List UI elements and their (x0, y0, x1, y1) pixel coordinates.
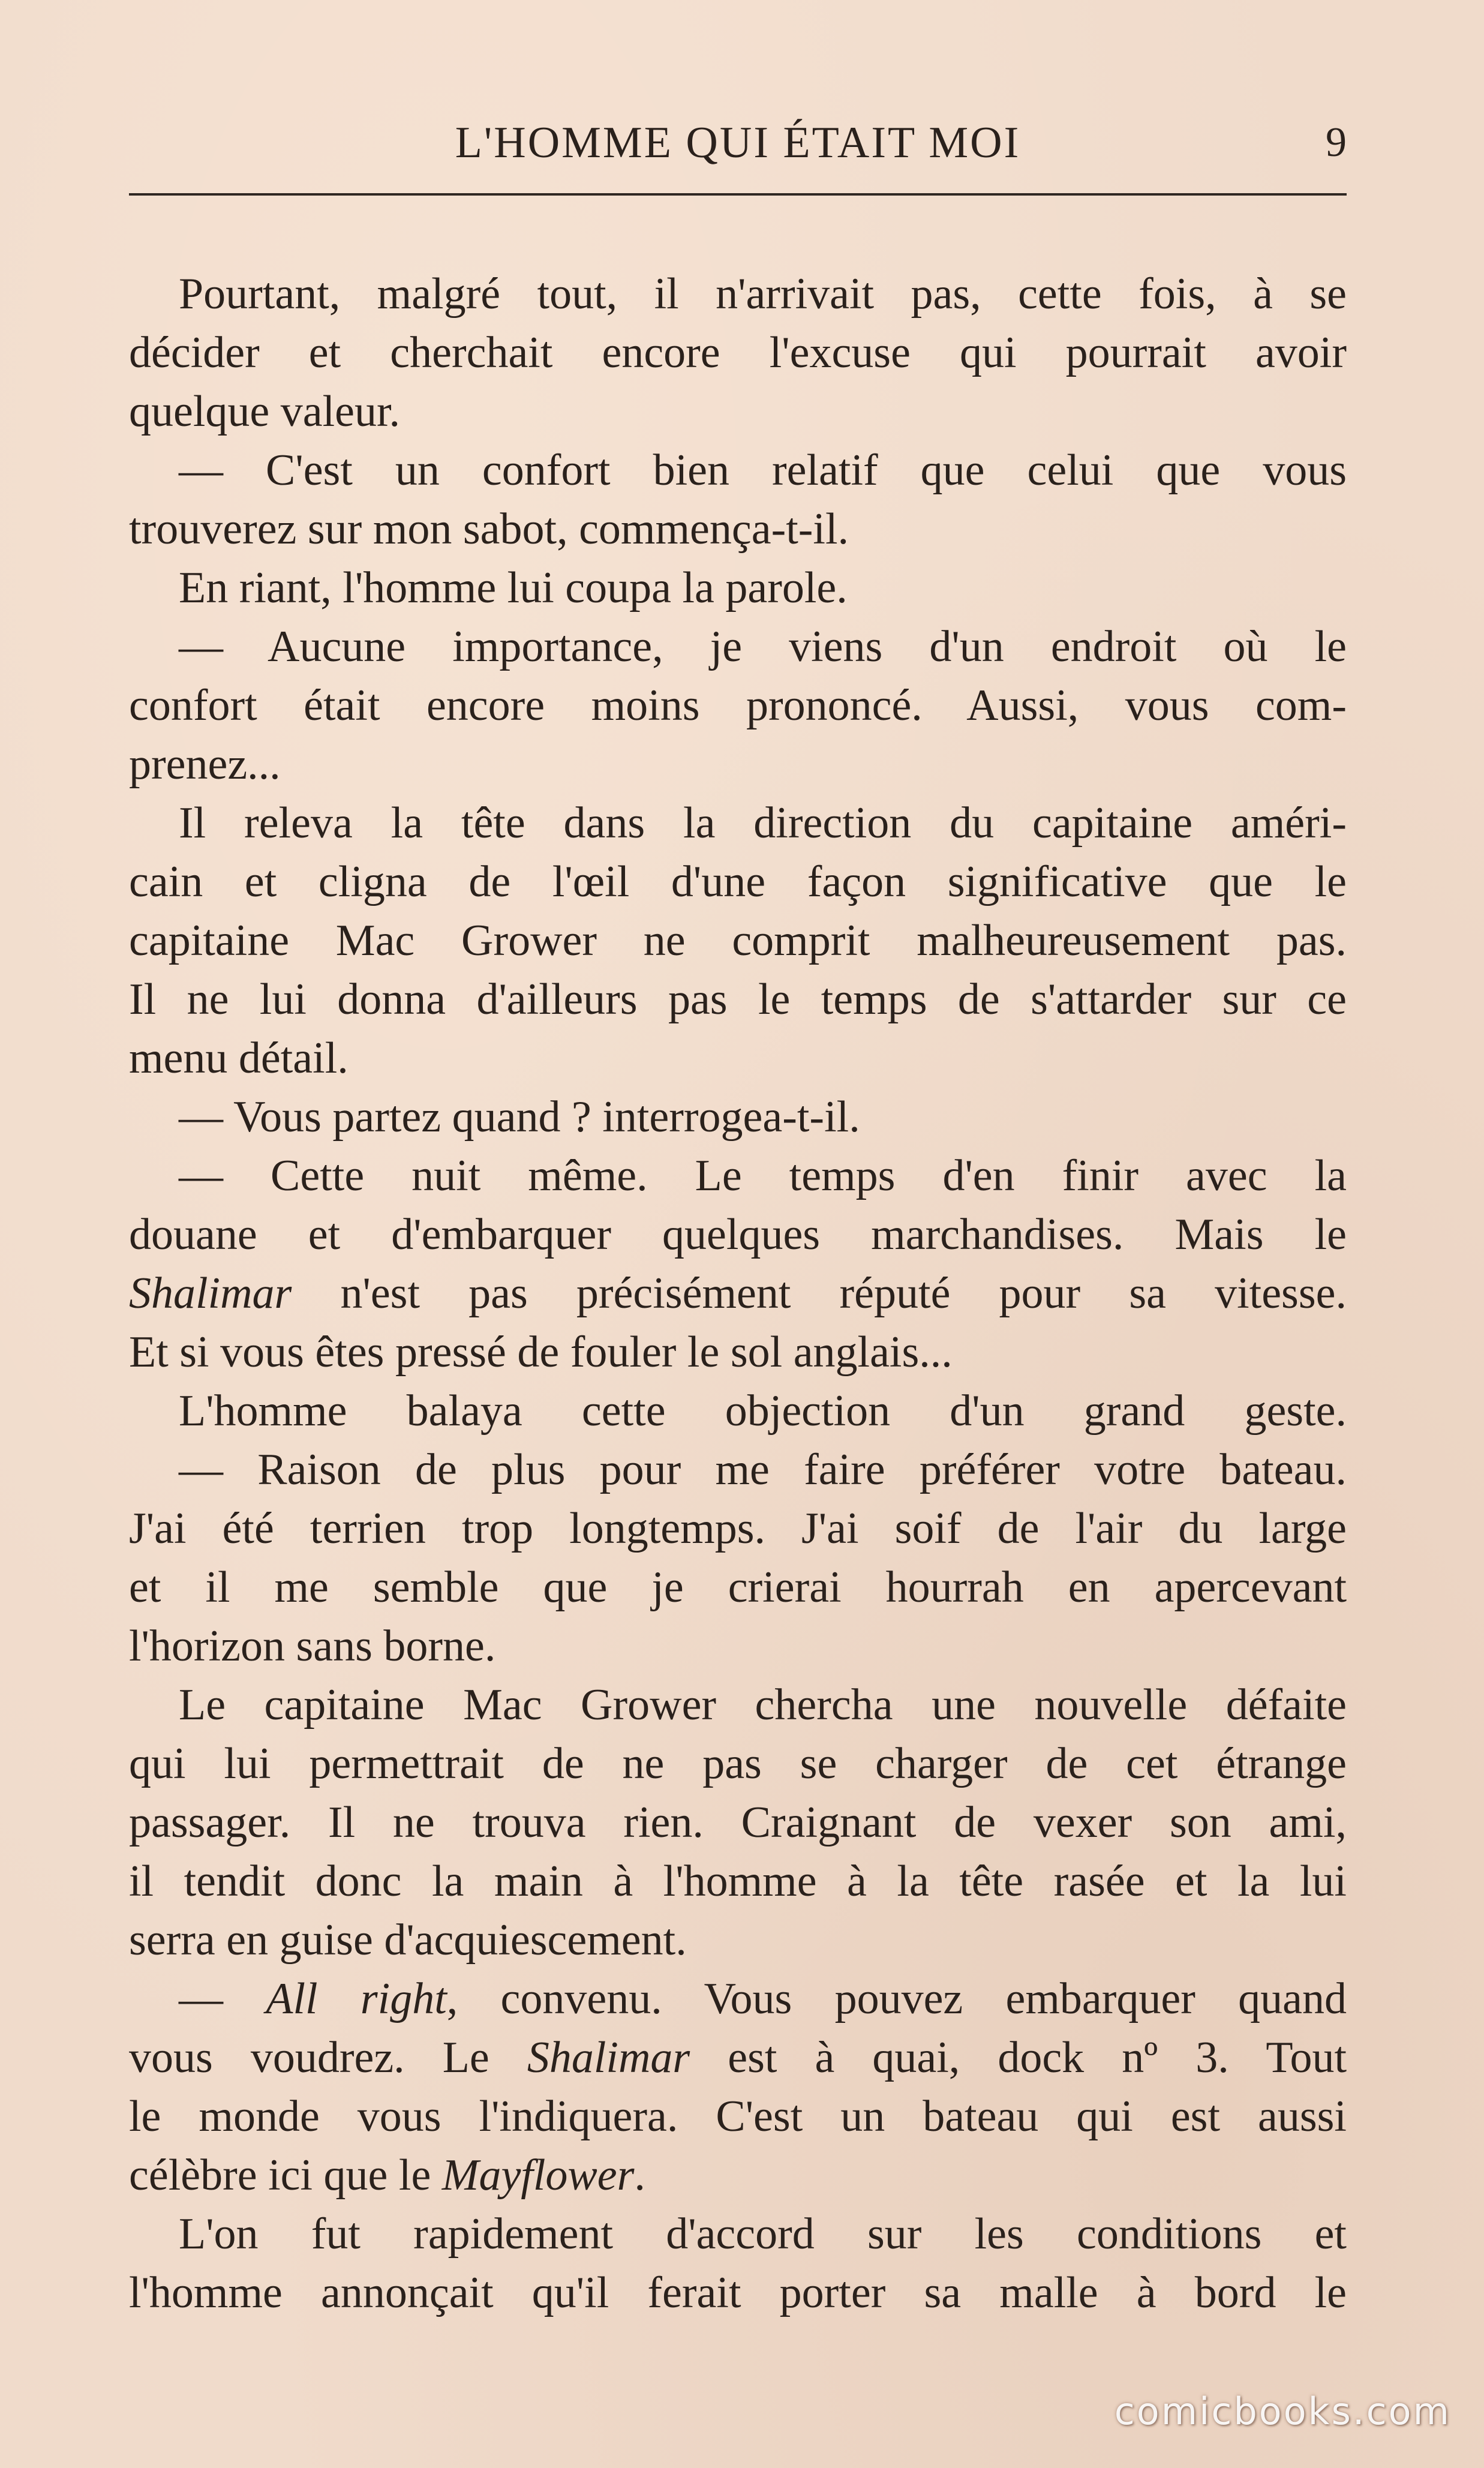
text-line: Pourtant, malgré tout, il n'arrivait pas, cette fois, à se (179, 269, 1347, 319)
text-line: cain et cligna de l'œil d'une façon significative que le (129, 857, 1347, 906)
text-line: quelque valeur. (129, 387, 401, 436)
ship-name-italic: Shalimar (129, 1269, 292, 1318)
text-line: le monde vous l'indiquera. C'est un bateau qui est aussi (129, 2092, 1347, 2141)
text-line: — C'est un confort bien relatif que celui que vous (179, 446, 1347, 495)
text-line: qui lui permettrait de ne pas se charger de cet étrange (129, 1739, 1347, 1788)
text-line: — Raison de plus pour me faire préférer votre bateau. (179, 1445, 1347, 1494)
text-line: — Aucune importance, je viens d'un endroit où le (179, 622, 1347, 671)
text-line: Et si vous êtes pressé de fouler le sol anglais... (129, 1328, 953, 1377)
text-line: prenez... (129, 740, 281, 789)
text-line: J'ai été terrien trop longtemps. J'ai soif de l'air du large (129, 1504, 1347, 1553)
text-line: En riant, l'homme lui coupa la parole. (179, 563, 848, 613)
text-line: et il me semble que je crierai hourrah en apercevant (129, 1563, 1347, 1612)
text-line: passager. Il ne trouva rien. Craignant de vexer son ami, (129, 1798, 1347, 1847)
text-line: vous voudrez. Le Shalimar est à quai, dock nº 3. Tout (129, 2033, 1347, 2082)
text-line: L'on fut rapidement d'accord sur les conditions et (179, 2209, 1347, 2259)
text-line: douane et d'embarquer quelques marchandises. Mais le (129, 1210, 1347, 1259)
watermark-text: comicbooks.com (1114, 2389, 1451, 2433)
text-line: L'homme balaya cette objection d'un grand geste. (179, 1386, 1347, 1436)
text-line: l'horizon sans borne. (129, 1622, 496, 1671)
header-rule (129, 193, 1347, 196)
ship-name-italic: Mayflower (441, 2151, 635, 2200)
text-line: menu détail. (129, 1034, 349, 1083)
text-line: — All right, convenu. Vous pouvez embarquer quand (179, 1974, 1347, 2023)
phrase-italic: All right (266, 1974, 447, 2023)
text-line: serra en guise d'acquiescement. (129, 1915, 687, 1965)
text-line: célèbre ici que le Mayflower. (129, 2151, 645, 2200)
page-number: 9 (1326, 119, 1347, 166)
text-line: Il ne lui donna d'ailleurs pas le temps de s'attarder sur ce (129, 975, 1347, 1024)
text-line: — Vous partez quand ? interrogea-t-il. (179, 1092, 860, 1142)
text-line: trouverez sur mon sabot, commença-t-il. (129, 505, 849, 554)
text-line: décider et cherchait encore l'excuse qui pourrait avoir (129, 328, 1347, 377)
text-line: Shalimar n'est pas précisément réputé pour sa vitesse. (129, 1269, 1347, 1318)
text-line: l'homme annonçait qu'il ferait porter sa malle à bord le (129, 2268, 1347, 2317)
running-title: L'HOMME QUI ÉTAIT MOI (455, 118, 1021, 167)
text-line: capitaine Mac Grower ne comprit malheureusement pas. (129, 916, 1347, 965)
text-line: il tendit donc la main à l'homme à la tête rasée et la lui (129, 1857, 1347, 1906)
text-line: Il releva la tête dans la direction du capitaine améri- (179, 798, 1347, 848)
text-line: — Cette nuit même. Le temps d'en finir avec la (179, 1151, 1347, 1200)
text-body (129, 265, 1347, 2322)
text-line: confort était encore moins prononcé. Aussi, vous com- (129, 681, 1347, 730)
text-line: Le capitaine Mac Grower chercha une nouvelle défaite (179, 1680, 1347, 1730)
ship-name-italic: Shalimar (527, 2033, 690, 2082)
running-header (129, 113, 1347, 173)
